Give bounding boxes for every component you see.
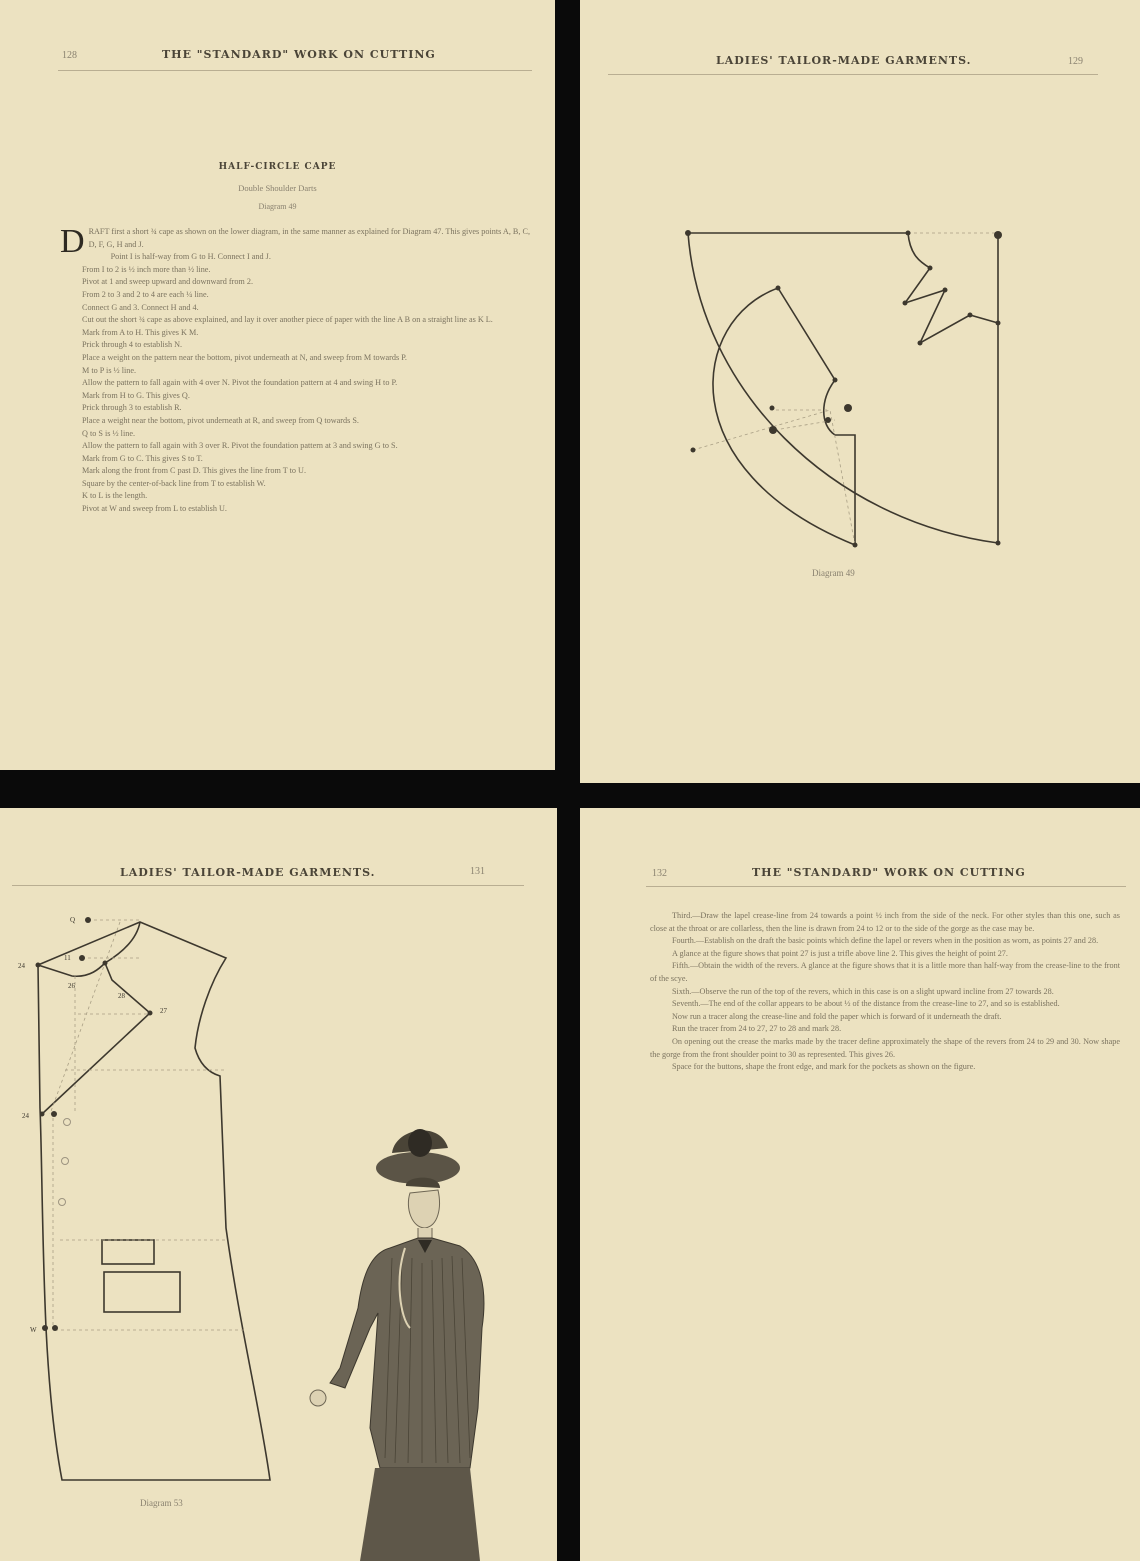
- point-label: Q: [70, 916, 76, 924]
- paragraph: From I to 2 is ½ inch more than ½ line.: [82, 264, 211, 274]
- paragraph: From 2 to 3 and 2 to 4 are each ¼ line.: [82, 289, 209, 299]
- paragraph: Allow the pattern to fall again with 4 over N. Pivot the foundation pattern at 4 and swing H to P.: [82, 378, 398, 388]
- page-number: 132: [652, 868, 667, 879]
- section-subtitle: Double Shoulder Darts: [238, 183, 317, 193]
- point-label: 26: [68, 982, 75, 990]
- paragraph: Connect G and 3. Connect H and 4.: [82, 302, 199, 312]
- header-rule: [646, 886, 1126, 887]
- paragraph: Square by the center-of-back line from T to establish W.: [82, 478, 266, 488]
- paragraph: Seventh.—The end of the collar appears to be about ½ of the distance from the crease-line to 27, and so is established.: [672, 999, 1060, 1009]
- page-number: 129: [1068, 56, 1083, 67]
- page-131: [0, 808, 557, 1561]
- point-label: W: [30, 1326, 37, 1334]
- point-label: 27: [160, 1007, 167, 1015]
- running-head: LADIES' TAILOR-MADE GARMENTS.: [120, 866, 376, 879]
- paragraph: Pivot at W and sweep from L to establish U.: [82, 504, 227, 514]
- paragraph: Prick through 4 to establish N.: [82, 340, 183, 350]
- paragraph: Prick through 3 to establish R.: [82, 403, 182, 413]
- paragraph: Fourth.—Establish on the draft the basic points which define the lapel or revers when in the position as worn, as points 27 and 28.: [672, 936, 1099, 946]
- paragraph: Sixth.—Observe the run of the top of the revers, which in this case is on a slight upward incline from 27 towards 28.: [672, 986, 1054, 996]
- paragraph: Third.—Draw the lapel crease-line from 24 towards a point ½ inch from the side of the neck. For other styles than this one, such as close at the throat or are collarless, then the line is drawn from 24 to 12 or to the side of the gorge as the case may be.: [650, 911, 1120, 933]
- jacket-front-pattern-diagram: [0, 808, 557, 1561]
- point-label: 11: [64, 954, 71, 962]
- paragraph: Now run a tracer along the crease-line and fold the paper which is forward of it underneath the draft.: [672, 1011, 1002, 1021]
- paragraph: Fifth.—Obtain the width of the revers. A glance at the figure shows that it is a little more than half-way from the crease-line to the front of the scye.: [650, 961, 1120, 983]
- section-title: HALF-CIRCLE CAPE: [218, 162, 337, 172]
- paragraph: On opening out the crease the marks made by the tracer define approximately the shape of the revers from 24 to 29 and 30. Now shape the gorge from the front shoulder point to 30 as represented. This gives 26.: [650, 1036, 1120, 1059]
- point-label: 24: [18, 962, 25, 970]
- paragraph: Run the tracer from 24 to 27, 27 to 28 and mark 28.: [672, 1024, 842, 1034]
- running-head: LADIES' TAILOR-MADE GARMENTS.: [716, 54, 972, 67]
- running-head: THE "STANDARD" WORK ON CUTTING: [162, 48, 436, 61]
- point-label: 28: [118, 992, 125, 1000]
- paragraph: Mark from H to G. This gives Q.: [82, 390, 190, 400]
- pattern-points: [685, 230, 1002, 548]
- drop-cap: D: [60, 223, 85, 260]
- page-128: [0, 0, 555, 770]
- paragraph: Cut out the short ¾ cape as above explained, and lay it over another piece of paper with the line A B on a straight line as K L.: [82, 315, 493, 325]
- paragraph: Space for the buttons, shape the front edge, and mark for the pockets as shown on the figure.: [672, 1062, 976, 1072]
- paragraph: Pivot at 1 and sweep upward and downward from 2.: [82, 277, 253, 287]
- header-rule: [58, 70, 532, 71]
- diagram-reference: Diagram 49: [258, 202, 297, 211]
- first-paragraph: RAFT first a short ¾ cape as shown on the lower diagram, in the same manner as explained for Diagram 47. This gives points A, B, C, D, F, G, H and J.: [88, 227, 530, 249]
- paragraph: Q to S is ½ line.: [82, 428, 135, 438]
- paragraph: Allow the pattern to fall again with 3 over R. Pivot the foundation pattern at 3 and swing G to S.: [82, 441, 398, 451]
- page-129: [580, 0, 1140, 783]
- page-number: 128: [62, 50, 77, 61]
- running-head: THE "STANDARD" WORK ON CUTTING: [752, 866, 1026, 879]
- paragraph: Place a weight on the pattern near the bottom, pivot underneath at N, and sweep from M towards P.: [82, 352, 407, 362]
- point-label: 24: [22, 1112, 29, 1120]
- paragraph: Mark along the front from C past D. This gives the line from T to U.: [82, 466, 306, 476]
- woman-in-tailored-suit-illustration: [310, 1129, 484, 1561]
- page-132: [580, 808, 1140, 1561]
- body-text: [60, 223, 530, 516]
- paragraph: Place a weight near the bottom, pivot underneath at R, and sweep from Q towards S.: [82, 415, 359, 425]
- diagram-caption: Diagram 49: [812, 568, 855, 578]
- paragraph: A glance at the figure shows that point 27 is just a trifle above line 2. This gives the height of point 27.: [672, 948, 1008, 958]
- diagram-caption: Diagram 53: [140, 1498, 183, 1508]
- paragraph: Mark from A to H. This gives K M.: [82, 327, 199, 337]
- body-text: [650, 910, 1120, 1074]
- paragraph: M to P is ½ line.: [82, 365, 137, 375]
- paragraph: Mark from G to C. This gives S to T.: [82, 453, 203, 463]
- paragraph: Point I is half-way from G to H. Connect I and J.: [110, 252, 271, 262]
- paragraph: K to L is the length.: [82, 491, 148, 501]
- cape-pattern-diagram: [580, 0, 1140, 783]
- page-number: 131: [470, 866, 485, 877]
